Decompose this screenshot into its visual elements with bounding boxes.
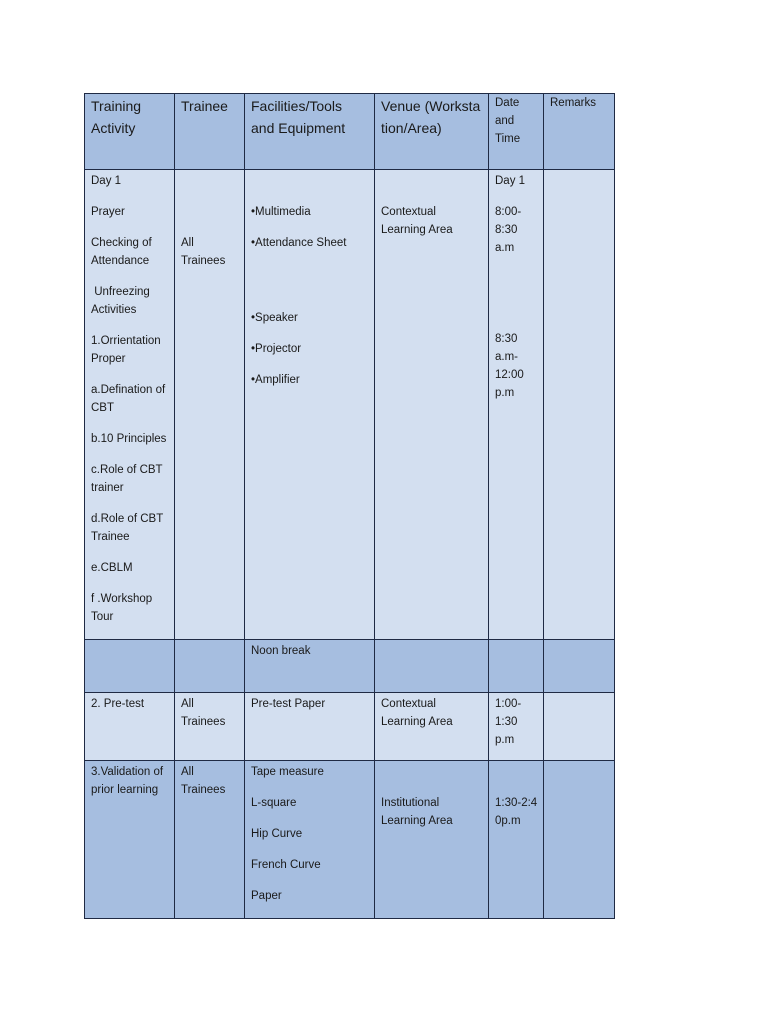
facility-speaker: •Speaker xyxy=(251,312,298,324)
header-remarks: Remarks xyxy=(544,94,615,170)
day1-activity-prayer: Prayer xyxy=(91,206,125,218)
table-row-pretest xyxy=(85,693,615,761)
pretest-trainee: All Trainees xyxy=(175,693,245,761)
day1-trainee-cell xyxy=(175,170,245,640)
header-date-time: Date and Time xyxy=(489,94,544,170)
noon-trainee-cell xyxy=(175,640,245,693)
validation-trainee: All Trainees xyxy=(175,761,245,919)
day1-trainee: All Trainees xyxy=(181,237,226,267)
facility-multimedia: •Multimedia xyxy=(251,206,311,218)
day1-venue-cell xyxy=(375,170,489,640)
table-row-validation xyxy=(85,761,615,919)
noon-remarks-cell xyxy=(544,640,615,693)
facility-paper: Paper xyxy=(251,890,282,902)
table-header-row xyxy=(85,94,615,170)
noon-venue-cell xyxy=(375,640,489,693)
day1-remarks-cell xyxy=(544,170,615,640)
day1-activity-trainee-role: d.Role of CBT Trainee xyxy=(91,513,164,543)
pretest-activity: 2. Pre-test xyxy=(85,693,175,761)
day1-date-label: Day 1 xyxy=(495,175,526,187)
pretest-venue: Contextual Learning Area xyxy=(375,693,489,761)
facility-attendance-sheet: •Attendance Sheet xyxy=(251,237,347,249)
day1-activity-attendance: Checking of Attendance xyxy=(91,237,152,267)
day1-activity-unfreezing: Unfreezing Activities xyxy=(91,286,153,316)
facility-french-curve: French Curve xyxy=(251,859,321,871)
validation-venue: Institutional Learning Area xyxy=(381,797,453,827)
facility-l-square: L-square xyxy=(251,797,297,809)
facility-amplifier: •Amplifier xyxy=(251,374,300,386)
day1-activity-orientation: 1.Orrientation Proper xyxy=(91,335,161,365)
noon-break-label: Noon break xyxy=(245,640,375,693)
validation-remarks-cell xyxy=(544,761,615,919)
day1-activity-workshop-tour: f .Workshop Tour xyxy=(91,593,153,623)
day1-activity-principles: b.10 Principles xyxy=(91,433,167,445)
validation-time: 1:30-2:40p.m xyxy=(495,797,538,827)
noon-activity-cell xyxy=(85,640,175,693)
training-schedule-table xyxy=(84,93,615,919)
header-facilities: Facilities/Tools and Equipment xyxy=(245,94,375,170)
table-row-noon xyxy=(85,640,615,693)
day1-activity-cblm: e.CBLM xyxy=(91,562,133,574)
facility-hip-curve: Hip Curve xyxy=(251,828,303,840)
day1-venue: Contextual Learning Area xyxy=(381,206,453,236)
day1-activity-trainer-role: c.Role of CBT trainer xyxy=(91,464,163,494)
day1-time-2: 8:30 a.m-12:00 p.m xyxy=(495,333,524,399)
validation-venue-cell xyxy=(375,761,489,919)
pretest-facilities: Pre-test Paper xyxy=(245,693,375,761)
day1-facilities-cell xyxy=(245,170,375,640)
day1-activity-day: Day 1 xyxy=(91,175,122,187)
facility-projector: •Projector xyxy=(251,343,302,355)
noon-date-cell xyxy=(489,640,544,693)
header-training-activity: Training Activity xyxy=(85,94,175,170)
table-row-day1 xyxy=(85,170,615,640)
day1-time-1: 8:00-8:30 a.m xyxy=(495,206,522,254)
validation-activity: 3.Validation of prior learning xyxy=(85,761,175,919)
pretest-time: 1:00-1:30 p.m xyxy=(489,693,544,761)
day1-activity-definition: a.Defination of CBT xyxy=(91,384,166,414)
validation-time-cell xyxy=(489,761,544,919)
pretest-remarks-cell xyxy=(544,693,615,761)
facility-tape-measure: Tape measure xyxy=(251,766,324,778)
validation-facilities-cell xyxy=(245,761,375,919)
day1-date-cell xyxy=(489,170,544,640)
day1-activity-cell xyxy=(85,170,175,640)
header-trainee: Trainee xyxy=(175,94,245,170)
header-venue: Venue (Workstation/Area) xyxy=(375,94,489,170)
